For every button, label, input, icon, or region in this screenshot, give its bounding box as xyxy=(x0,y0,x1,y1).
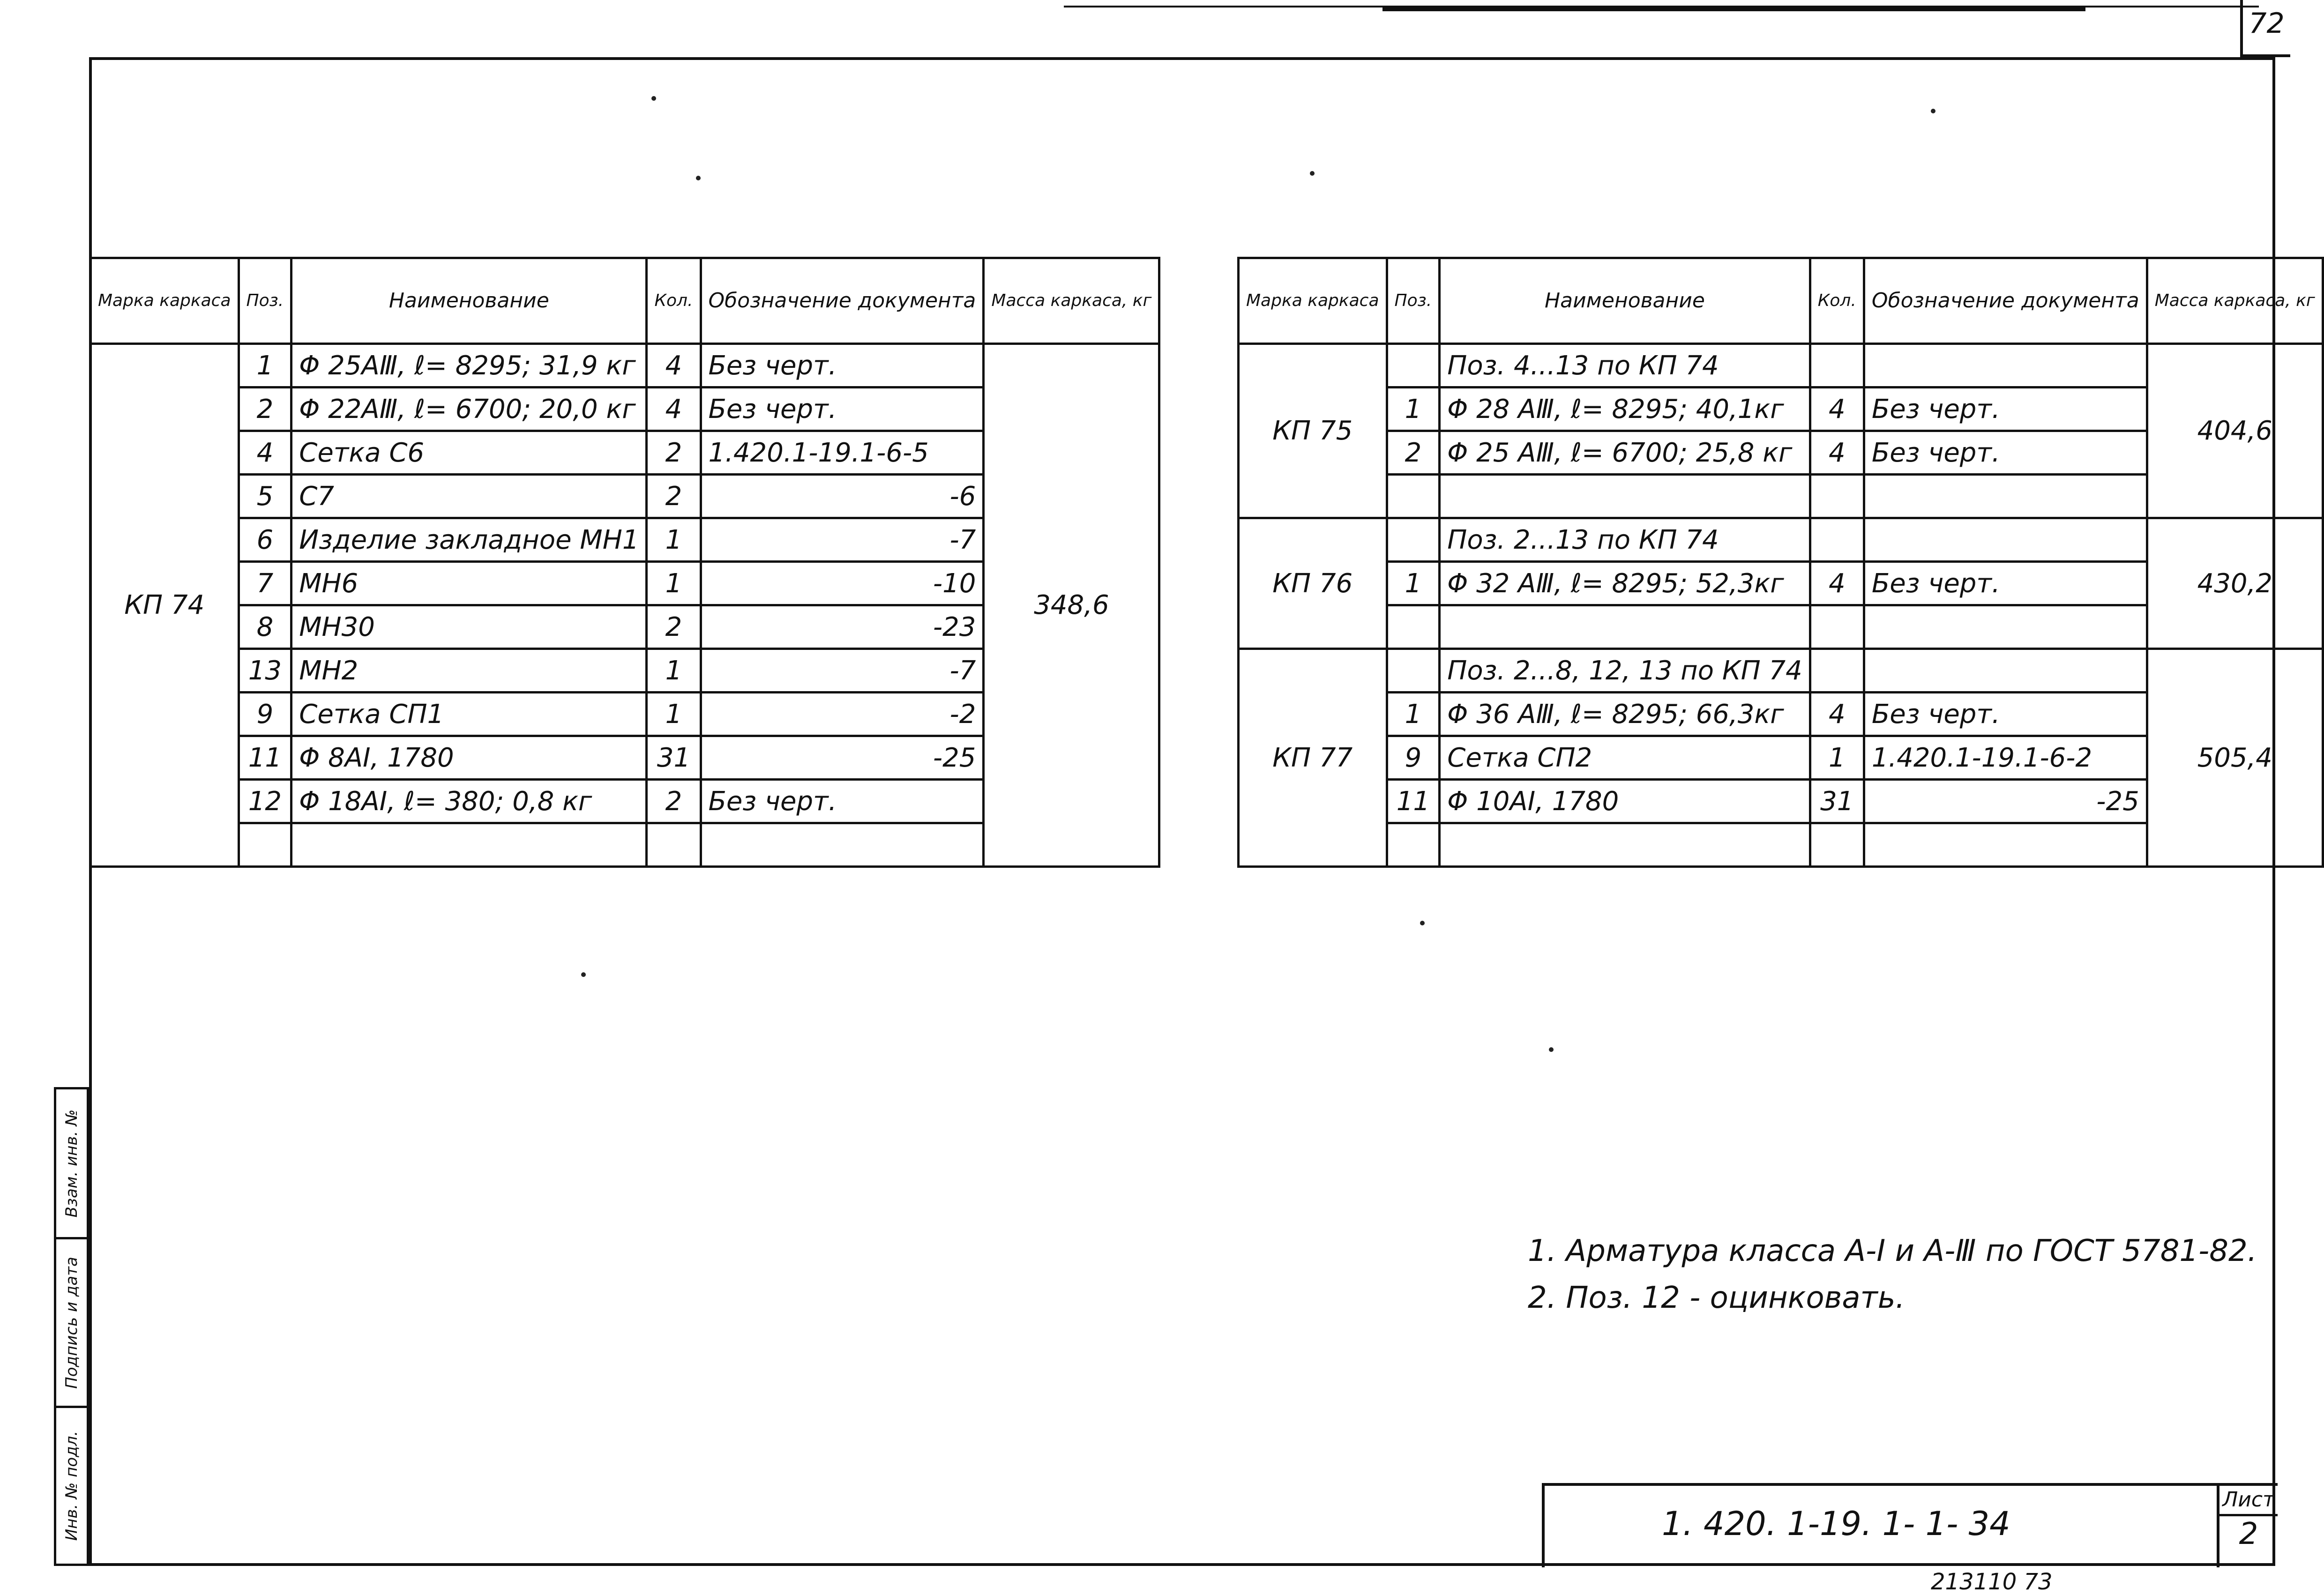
row-qty xyxy=(1810,475,1864,518)
row-doc: -25 xyxy=(701,736,984,780)
row-doc: Без черт. xyxy=(701,344,984,388)
row-doc: -10 xyxy=(701,562,984,605)
row-pos xyxy=(1387,475,1440,518)
row-qty xyxy=(1810,605,1864,649)
row-name: Поз. 2...13 по КП 74 xyxy=(1440,518,1810,562)
row-pos: 1 xyxy=(1387,562,1440,605)
row-pos: 1 xyxy=(239,344,291,388)
side-label: Инв. № подл. xyxy=(62,1431,81,1541)
frame-mass: 348,6 xyxy=(984,344,1159,867)
row-pos: 9 xyxy=(239,693,291,736)
row-qty: 1 xyxy=(647,518,701,562)
row-doc: -6 xyxy=(701,475,984,518)
row-qty: 4 xyxy=(647,344,701,388)
row-qty: 1 xyxy=(647,693,701,736)
side-stamp xyxy=(54,1087,89,1566)
table-row xyxy=(1239,518,2323,562)
top-border-line-bold xyxy=(1382,7,2085,11)
header-doc: Обозначение документа xyxy=(1864,258,2147,344)
sheet-label: Лист xyxy=(2219,1486,2278,1516)
row-qty: 2 xyxy=(647,605,701,649)
header-qty: Кол. xyxy=(647,258,701,344)
row-pos: 9 xyxy=(1387,736,1440,780)
frame-mass: 505,4 xyxy=(2147,649,2323,867)
row-name: С7 xyxy=(291,475,647,518)
left-spec-table xyxy=(89,257,1160,868)
row-name: Φ 36 АⅢ, ℓ= 8295; 66,3кг xyxy=(1440,693,1810,736)
scan-speck xyxy=(1931,109,1935,113)
row-qty: 2 xyxy=(647,431,701,475)
header-mass: Масса каркаса, кг xyxy=(984,258,1159,344)
row-pos: 4 xyxy=(239,431,291,475)
row-name: Поз. 4...13 по КП 74 xyxy=(1440,344,1810,388)
table-row xyxy=(1239,344,2323,388)
row-pos: 12 xyxy=(239,780,291,823)
row-pos: 8 xyxy=(239,605,291,649)
scan-speck xyxy=(696,176,701,180)
row-pos: 7 xyxy=(239,562,291,605)
table-row xyxy=(1239,649,2323,693)
note-line: 2. Поз. 12 - оцинковать. xyxy=(1528,1281,1905,1315)
row-pos: 6 xyxy=(239,518,291,562)
row-name: Сетка С6 xyxy=(291,431,647,475)
row-name xyxy=(1440,605,1810,649)
row-doc: 1.420.1-19.1-6-5 xyxy=(701,431,984,475)
row-pos xyxy=(1387,649,1440,693)
row-qty: 2 xyxy=(647,475,701,518)
row-pos: 13 xyxy=(239,649,291,693)
row-qty: 31 xyxy=(647,736,701,780)
row-name: Φ 22АⅢ, ℓ= 6700; 20,0 кг xyxy=(291,388,647,431)
row-name: Φ 32 АⅢ, ℓ= 8295; 52,3кг xyxy=(1440,562,1810,605)
scan-speck xyxy=(581,972,586,977)
row-name xyxy=(291,823,647,867)
frame-mark: КП 77 xyxy=(1239,649,1387,867)
row-name: МН6 xyxy=(291,562,647,605)
header-pos: Поз. xyxy=(1387,258,1440,344)
header-mark: Марка каркаса xyxy=(1239,258,1387,344)
row-qty xyxy=(1810,518,1864,562)
row-pos: 1 xyxy=(1387,693,1440,736)
table-row xyxy=(90,344,1159,388)
row-pos xyxy=(1387,823,1440,867)
row-doc: Без черт. xyxy=(1864,388,2147,431)
row-qty: 1 xyxy=(1810,736,1864,780)
side-cell xyxy=(56,1408,87,1564)
row-pos: 2 xyxy=(1387,431,1440,475)
row-qty: 1 xyxy=(647,562,701,605)
frame-mark: КП 75 xyxy=(1239,344,1387,518)
title-block xyxy=(1542,1483,2278,1567)
row-doc xyxy=(1864,605,2147,649)
document-code: 1. 420. 1-19. 1- 1- 34 xyxy=(1662,1505,2010,1543)
frame-mass: 430,2 xyxy=(2147,518,2323,649)
row-pos: 11 xyxy=(239,736,291,780)
row-qty: 4 xyxy=(1810,562,1864,605)
row-pos xyxy=(1387,518,1440,562)
header-mass: Масса каркаса, кг xyxy=(2147,258,2323,344)
header-name: Наименование xyxy=(1440,258,1810,344)
side-label: Подпись и дата xyxy=(62,1256,81,1389)
row-name: Φ 28 АⅢ, ℓ= 8295; 40,1кг xyxy=(1440,388,1810,431)
right-spec-table xyxy=(1237,257,2324,868)
row-pos: 5 xyxy=(239,475,291,518)
note-line: 1. Арматура класса А-I и А-Ⅲ по ГОСТ 5781-82. xyxy=(1528,1234,2257,1268)
row-doc xyxy=(701,823,984,867)
row-name: Изделие закладное МН1 xyxy=(291,518,647,562)
row-name: Поз. 2...8, 12, 13 по КП 74 xyxy=(1440,649,1810,693)
row-doc: -23 xyxy=(701,605,984,649)
sheet-cell xyxy=(2217,1486,2278,1567)
row-doc xyxy=(1864,823,2147,867)
row-name: Φ 25 АⅢ, ℓ= 6700; 25,8 кг xyxy=(1440,431,1810,475)
page-number: 72 xyxy=(2240,0,2290,57)
row-qty: 4 xyxy=(647,388,701,431)
row-doc: -25 xyxy=(1864,780,2147,823)
row-doc xyxy=(1864,344,2147,388)
header-name: Наименование xyxy=(291,258,647,344)
row-name: Сетка СП2 xyxy=(1440,736,1810,780)
row-pos xyxy=(1387,605,1440,649)
row-qty: 2 xyxy=(647,780,701,823)
row-doc: -7 xyxy=(701,518,984,562)
row-name: Φ 18АI, ℓ= 380; 0,8 кг xyxy=(291,780,647,823)
sheet-number: 2 xyxy=(2239,1517,2258,1551)
row-qty: 4 xyxy=(1810,388,1864,431)
row-qty: 1 xyxy=(647,649,701,693)
row-qty xyxy=(647,823,701,867)
row-pos: 2 xyxy=(239,388,291,431)
row-doc: -7 xyxy=(701,649,984,693)
row-name: МН2 xyxy=(291,649,647,693)
row-qty: 4 xyxy=(1810,431,1864,475)
scan-speck xyxy=(1310,171,1315,176)
row-pos: 1 xyxy=(1387,388,1440,431)
header-qty: Кол. xyxy=(1810,258,1864,344)
row-doc xyxy=(1864,649,2147,693)
row-doc: Без черт. xyxy=(1864,693,2147,736)
row-qty: 31 xyxy=(1810,780,1864,823)
row-doc xyxy=(1864,518,2147,562)
row-qty xyxy=(1810,823,1864,867)
row-name: Φ 10АI, 1780 xyxy=(1440,780,1810,823)
row-qty xyxy=(1810,344,1864,388)
row-name: Φ 8АI, 1780 xyxy=(291,736,647,780)
side-cell xyxy=(56,1239,87,1408)
header-pos: Поз. xyxy=(239,258,291,344)
row-name: Φ 25АⅢ, ℓ= 8295; 31,9 кг xyxy=(291,344,647,388)
row-doc: 1.420.1-19.1-6-2 xyxy=(1864,736,2147,780)
side-label: Взам. инв. № xyxy=(62,1109,81,1217)
footer-code: 213110 73 xyxy=(1931,1569,2053,1595)
row-doc: Без черт. xyxy=(1864,562,2147,605)
row-doc: -2 xyxy=(701,693,984,736)
scan-speck xyxy=(1420,921,1425,925)
frame-mark: КП 74 xyxy=(90,344,239,867)
row-qty: 4 xyxy=(1810,693,1864,736)
row-doc xyxy=(1864,475,2147,518)
row-name xyxy=(1440,823,1810,867)
row-qty xyxy=(1810,649,1864,693)
row-doc: Без черт. xyxy=(701,388,984,431)
frame-mark: КП 76 xyxy=(1239,518,1387,649)
scan-speck xyxy=(1549,1047,1554,1052)
header-doc: Обозначение документа xyxy=(701,258,984,344)
row-pos xyxy=(1387,344,1440,388)
notes xyxy=(1528,1228,2257,1321)
row-name: Сетка СП1 xyxy=(291,693,647,736)
row-pos xyxy=(239,823,291,867)
row-name: МН30 xyxy=(291,605,647,649)
scan-speck xyxy=(651,96,656,101)
side-cell xyxy=(56,1089,87,1239)
row-pos: 11 xyxy=(1387,780,1440,823)
row-doc: Без черт. xyxy=(701,780,984,823)
row-name xyxy=(1440,475,1810,518)
header-mark: Марка каркаса xyxy=(90,258,239,344)
frame-mass: 404,6 xyxy=(2147,344,2323,518)
row-doc: Без черт. xyxy=(1864,431,2147,475)
